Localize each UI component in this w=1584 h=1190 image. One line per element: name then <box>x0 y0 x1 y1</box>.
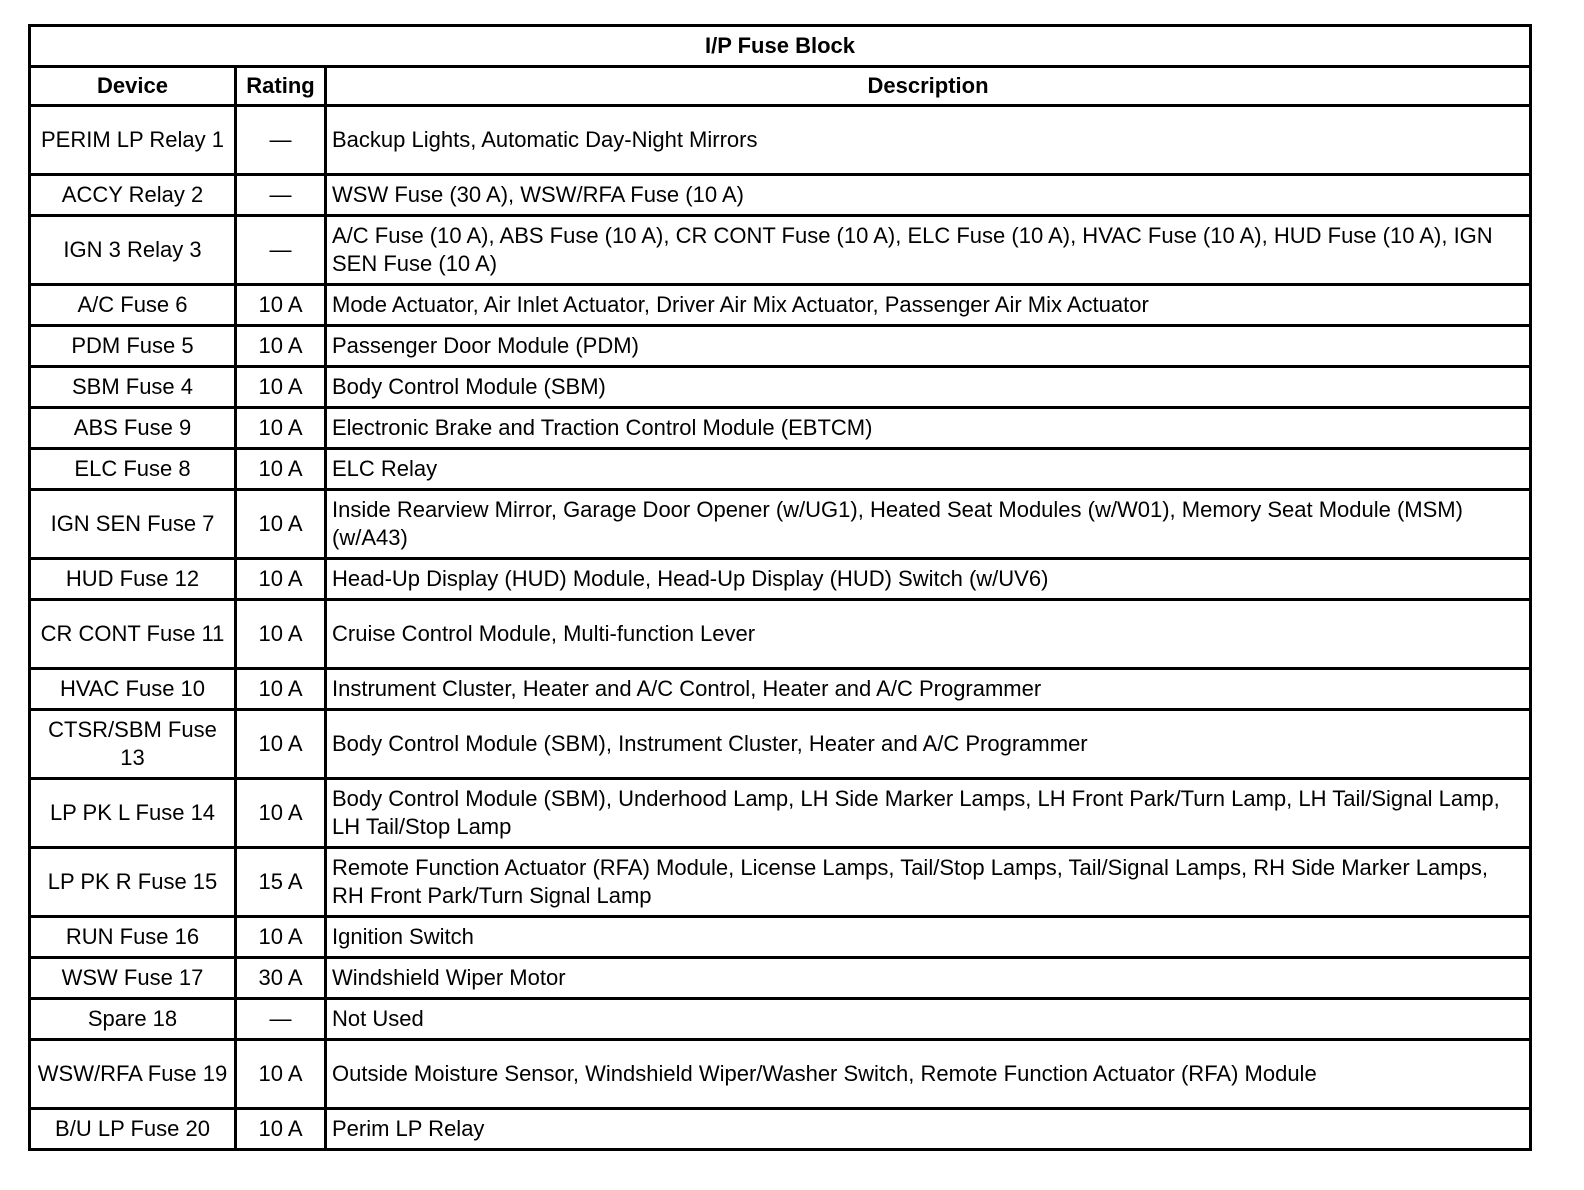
device-cell: LP PK L Fuse 14 <box>30 779 236 848</box>
table-row <box>30 1109 1531 1150</box>
table-row <box>30 216 1531 285</box>
table-row <box>30 958 1531 999</box>
rating-cell: 10 A <box>236 408 326 449</box>
device-cell: WSW/RFA Fuse 19 <box>30 1040 236 1109</box>
rating-cell: 10 A <box>236 449 326 490</box>
table-title: I/P Fuse Block <box>30 26 1531 67</box>
table-row <box>30 367 1531 408</box>
table-row <box>30 175 1531 216</box>
rating-cell: 10 A <box>236 1040 326 1109</box>
device-cell: HUD Fuse 12 <box>30 559 236 600</box>
table-row <box>30 710 1531 779</box>
header-device: Device <box>30 67 236 106</box>
description-cell: A/C Fuse (10 A), ABS Fuse (10 A), CR CONT Fuse (10 A), ELC Fuse (10 A), HVAC Fuse (10 A), HUD Fuse (10 A), IGN SEN Fuse (10 A) <box>326 216 1531 285</box>
device-cell: ABS Fuse 9 <box>30 408 236 449</box>
description-cell: Backup Lights, Automatic Day-Night Mirrors <box>326 106 1531 175</box>
rating-cell: — <box>236 106 326 175</box>
description-cell: Not Used <box>326 999 1531 1040</box>
description-cell: ELC Relay <box>326 449 1531 490</box>
table-row <box>30 669 1531 710</box>
rating-cell: — <box>236 216 326 285</box>
device-cell: CTSR/SBM Fuse 13 <box>30 710 236 779</box>
rating-cell: 10 A <box>236 669 326 710</box>
rating-cell: 10 A <box>236 285 326 326</box>
table-row <box>30 600 1531 669</box>
description-cell: Cruise Control Module, Multi-function Lever <box>326 600 1531 669</box>
device-cell: WSW Fuse 17 <box>30 958 236 999</box>
table-row <box>30 490 1531 559</box>
device-cell: IGN 3 Relay 3 <box>30 216 236 285</box>
description-cell: Mode Actuator, Air Inlet Actuator, Driver Air Mix Actuator, Passenger Air Mix Actuator <box>326 285 1531 326</box>
table-header-row <box>30 67 1531 106</box>
device-cell: PDM Fuse 5 <box>30 326 236 367</box>
header-rating: Rating <box>236 67 326 106</box>
description-cell: Body Control Module (SBM), Instrument Cluster, Heater and A/C Programmer <box>326 710 1531 779</box>
table-row <box>30 449 1531 490</box>
table-row <box>30 559 1531 600</box>
table-row <box>30 106 1531 175</box>
table-row <box>30 285 1531 326</box>
description-cell: Passenger Door Module (PDM) <box>326 326 1531 367</box>
device-cell: RUN Fuse 16 <box>30 917 236 958</box>
rating-cell: 10 A <box>236 490 326 559</box>
table-body <box>30 106 1531 1150</box>
header-description: Description <box>326 67 1531 106</box>
fuse-block-table <box>28 24 1532 1151</box>
rating-cell: — <box>236 999 326 1040</box>
table-row <box>30 1040 1531 1109</box>
rating-cell: 10 A <box>236 710 326 779</box>
description-cell: Perim LP Relay <box>326 1109 1531 1150</box>
rating-cell: 10 A <box>236 600 326 669</box>
device-cell: SBM Fuse 4 <box>30 367 236 408</box>
device-cell: ELC Fuse 8 <box>30 449 236 490</box>
rating-cell: 15 A <box>236 848 326 917</box>
description-cell: Remote Function Actuator (RFA) Module, License Lamps, Tail/Stop Lamps, Tail/Signal Lamps, RH Side Marker Lamps, RH Front Park/Turn Signal Lamp <box>326 848 1531 917</box>
table-row <box>30 848 1531 917</box>
device-cell: B/U LP Fuse 20 <box>30 1109 236 1150</box>
rating-cell: 10 A <box>236 779 326 848</box>
table-row <box>30 999 1531 1040</box>
table-row <box>30 408 1531 449</box>
description-cell: Inside Rearview Mirror, Garage Door Opener (w/UG1), Heated Seat Modules (w/W01), Memory Seat Module (MSM) (w/A43) <box>326 490 1531 559</box>
description-cell: Windshield Wiper Motor <box>326 958 1531 999</box>
rating-cell: 30 A <box>236 958 326 999</box>
device-cell: ACCY Relay 2 <box>30 175 236 216</box>
device-cell: CR CONT Fuse 11 <box>30 600 236 669</box>
device-cell: IGN SEN Fuse 7 <box>30 490 236 559</box>
device-cell: PERIM LP Relay 1 <box>30 106 236 175</box>
device-cell: Spare 18 <box>30 999 236 1040</box>
device-cell: LP PK R Fuse 15 <box>30 848 236 917</box>
table-row <box>30 779 1531 848</box>
device-cell: HVAC Fuse 10 <box>30 669 236 710</box>
description-cell: WSW Fuse (30 A), WSW/RFA Fuse (10 A) <box>326 175 1531 216</box>
table-row <box>30 917 1531 958</box>
table-title-row <box>30 26 1531 67</box>
description-cell: Electronic Brake and Traction Control Module (EBTCM) <box>326 408 1531 449</box>
device-cell: A/C Fuse 6 <box>30 285 236 326</box>
rating-cell: 10 A <box>236 326 326 367</box>
description-cell: Body Control Module (SBM) <box>326 367 1531 408</box>
rating-cell: — <box>236 175 326 216</box>
rating-cell: 10 A <box>236 917 326 958</box>
rating-cell: 10 A <box>236 1109 326 1150</box>
description-cell: Outside Moisture Sensor, Windshield Wiper/Washer Switch, Remote Function Actuator (RFA) Module <box>326 1040 1531 1109</box>
rating-cell: 10 A <box>236 559 326 600</box>
description-cell: Ignition Switch <box>326 917 1531 958</box>
description-cell: Head-Up Display (HUD) Module, Head-Up Display (HUD) Switch (w/UV6) <box>326 559 1531 600</box>
table-row <box>30 326 1531 367</box>
description-cell: Body Control Module (SBM), Underhood Lamp, LH Side Marker Lamps, LH Front Park/Turn Lamp, LH Tail/Signal Lamp, LH Tail/Stop Lamp <box>326 779 1531 848</box>
description-cell: Instrument Cluster, Heater and A/C Control, Heater and A/C Programmer <box>326 669 1531 710</box>
rating-cell: 10 A <box>236 367 326 408</box>
